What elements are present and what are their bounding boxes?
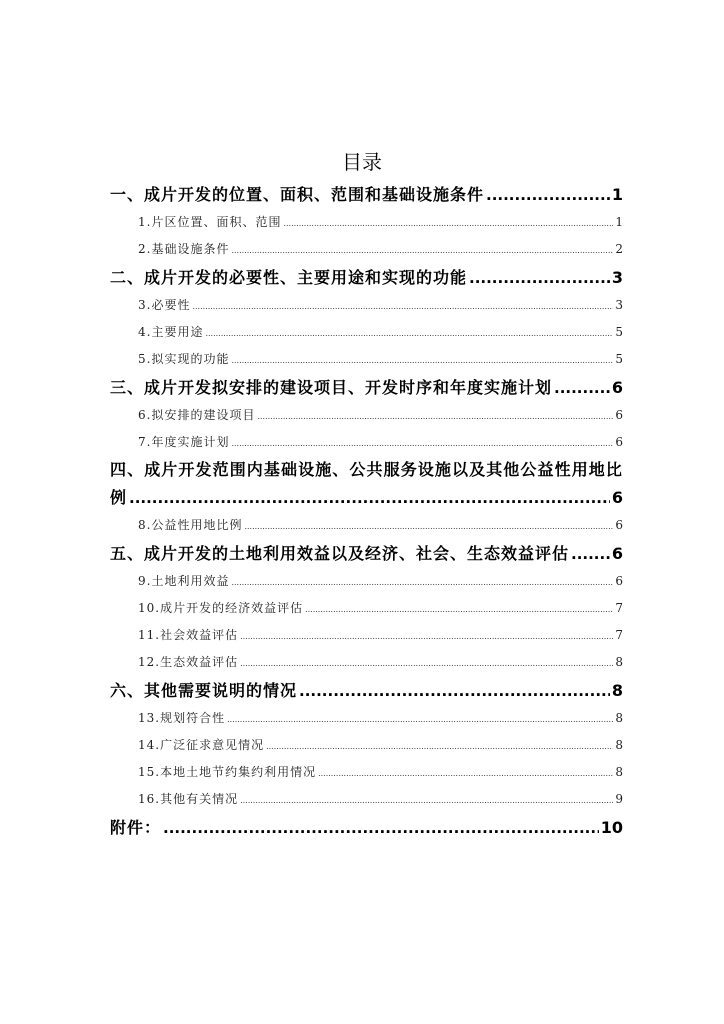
- toc-section-4-line-1[interactable]: 四、成片开发范围内基础设施、公共服务设施以及其他公益性用地比: [110, 460, 624, 479]
- toc-page-number: 8: [615, 765, 623, 779]
- toc-item-12[interactable]: [110, 649, 623, 676]
- dot-leader: [231, 347, 613, 374]
- toc-item-9[interactable]: [110, 568, 623, 595]
- toc-item-label: 14.广泛征求意见情况: [138, 738, 265, 752]
- dot-leader: [318, 760, 613, 787]
- toc-section-attachments[interactable]: [110, 813, 623, 842]
- toc-item-label: 10.成片开发的经济效益评估: [138, 601, 304, 615]
- toc-section-label: 二、成片开发的必要性、主要用途和实现的功能: [110, 268, 468, 287]
- toc-section-label: 附件：: [110, 818, 162, 837]
- dot-leader: [240, 623, 613, 650]
- toc-item-label: 12.生态效益评估: [138, 655, 239, 669]
- toc-item-label: 1.片区位置、面积、范围: [138, 215, 282, 229]
- toc-item-2[interactable]: [110, 236, 623, 263]
- toc-section-label: 六、其他需要说明的情况: [110, 681, 298, 700]
- dot-leader: [192, 293, 613, 320]
- toc-section-6[interactable]: [110, 676, 623, 705]
- toc-page-number: 3: [615, 298, 623, 312]
- dot-leader: [299, 677, 610, 706]
- toc-item-label: 5.拟实现的功能: [138, 352, 230, 366]
- toc-page-number: 5: [615, 352, 623, 366]
- toc-page-number: 8: [615, 655, 623, 669]
- toc-item-13[interactable]: [110, 705, 623, 732]
- dot-leader: [305, 596, 613, 623]
- toc-section-1[interactable]: [110, 180, 623, 209]
- toc-page-number: 10: [600, 818, 623, 837]
- toc-section-label: 五、成片开发的土地利用效益以及经济、社会、生态效益评估: [110, 544, 570, 563]
- toc-item-3[interactable]: [110, 292, 623, 319]
- toc-item-14[interactable]: [110, 732, 623, 759]
- toc-page-number: 6: [615, 574, 623, 588]
- toc-item-label: 13.规划符合性: [138, 711, 226, 725]
- toc-item-label: 9.土地利用效益: [138, 574, 230, 588]
- dot-leader: [469, 264, 610, 293]
- toc-section-3[interactable]: [110, 373, 623, 402]
- toc-page-number: 3: [611, 268, 623, 287]
- toc-item-6[interactable]: [110, 402, 623, 429]
- toc-section-4[interactable]: [110, 483, 623, 512]
- toc-page-number: 6: [615, 408, 623, 422]
- table-of-contents: [110, 180, 623, 842]
- toc-item-4[interactable]: [110, 319, 623, 346]
- toc-page-number: 9: [615, 792, 623, 806]
- dot-leader: [486, 181, 610, 210]
- toc-item-11[interactable]: [110, 622, 623, 649]
- dot-leader: [231, 237, 613, 264]
- dot-leader: [257, 403, 613, 430]
- toc-item-label: 16.其他有关情况: [138, 792, 239, 806]
- toc-item-10[interactable]: [110, 595, 623, 622]
- toc-item-label: 8.公益性用地比例: [138, 518, 243, 532]
- toc-page-number: 6: [611, 488, 623, 507]
- toc-page-number: 1: [615, 215, 623, 229]
- dot-leader: [231, 569, 613, 596]
- toc-section-2[interactable]: [110, 263, 623, 292]
- toc-item-8[interactable]: [110, 512, 623, 539]
- toc-page-number: 6: [611, 544, 623, 563]
- toc-page-number: 2: [615, 242, 623, 256]
- toc-section-label: 三、成片开发拟安排的建设项目、开发时序和年度实施计划: [110, 378, 553, 397]
- toc-item-label: 15.本地土地节约集约利用情况: [138, 765, 317, 779]
- toc-item-1[interactable]: [110, 209, 623, 236]
- toc-item-label: 7.年度实施计划: [138, 435, 230, 449]
- dot-leader: [227, 706, 613, 733]
- dot-leader: [205, 320, 613, 347]
- toc-page-number: 1: [611, 185, 623, 204]
- dot-leader: [283, 210, 613, 237]
- dot-leader: [571, 540, 610, 569]
- toc-page-number: 6: [615, 518, 623, 532]
- dot-leader: [129, 484, 610, 513]
- dot-leader: [244, 513, 613, 540]
- dot-leader: [240, 787, 613, 814]
- toc-page-number: 8: [615, 738, 623, 752]
- toc-item-label: 6.拟安排的建设项目: [138, 408, 256, 422]
- dot-leader: [163, 814, 599, 843]
- toc-page-number: 8: [615, 711, 623, 725]
- page-title: 目录: [342, 150, 382, 174]
- toc-page-number: 6: [611, 378, 623, 397]
- toc-page-number: 5: [615, 325, 623, 339]
- toc-section-5[interactable]: [110, 539, 623, 568]
- toc-section-label: 例: [110, 488, 128, 507]
- toc-item-5[interactable]: [110, 346, 623, 373]
- toc-item-label: 3.必要性: [138, 298, 191, 312]
- toc-page-number: 8: [611, 681, 623, 700]
- toc-section-label: 一、成片开发的位置、面积、范围和基础设施条件: [110, 185, 485, 204]
- dot-leader: [240, 650, 613, 677]
- toc-item-15[interactable]: [110, 759, 623, 786]
- toc-item-label: 11.社会效益评估: [138, 628, 239, 642]
- toc-page-number: 7: [615, 601, 623, 615]
- toc-item-7[interactable]: [110, 429, 623, 456]
- dot-leader: [231, 430, 613, 457]
- dot-leader: [266, 733, 613, 760]
- toc-page-number: 6: [615, 435, 623, 449]
- toc-page-number: 7: [615, 628, 623, 642]
- dot-leader: [554, 374, 610, 403]
- toc-item-label: 2.基础设施条件: [138, 242, 230, 256]
- toc-item-label: 4.主要用途: [138, 325, 204, 339]
- toc-item-16[interactable]: [110, 786, 623, 813]
